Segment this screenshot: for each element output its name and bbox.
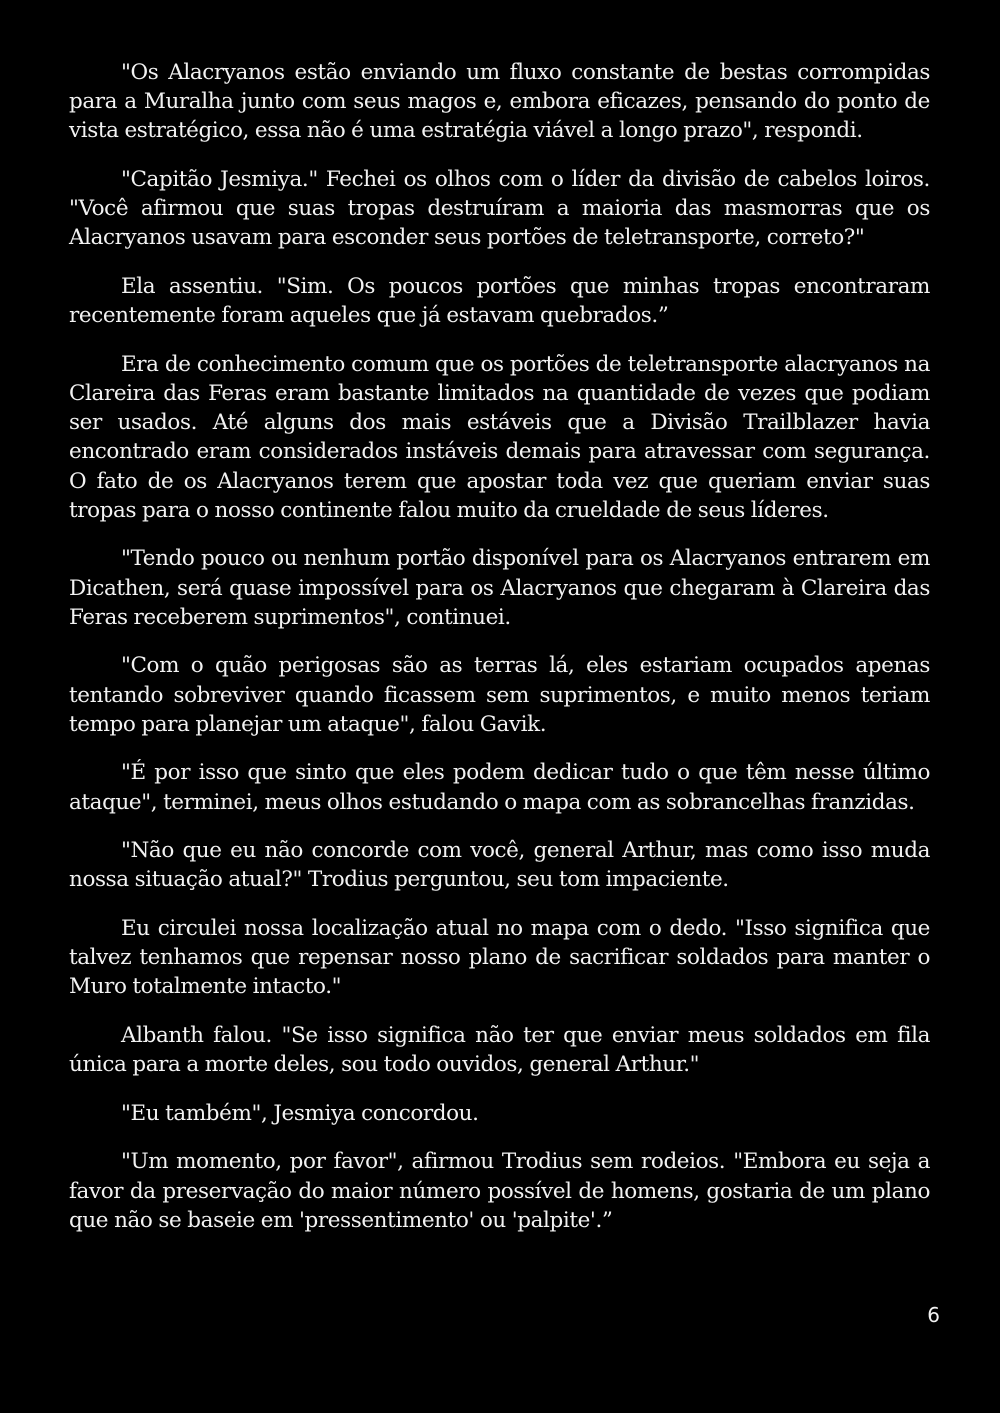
page-number: 6: [927, 1303, 940, 1327]
paragraph-6: "Com o quão perigosas são as terras lá, eles estariam ocupados apenas tentando sobreviver quando ficassem sem suprimentos, e muito menos teriam tempo para planejar um ataque", falou Gavik.: [69, 653, 930, 737]
paragraph-3: Ela assentiu. "Sim. Os poucos portões que minhas tropas encontraram recentemente foram aqueles que já estavam quebrados.”: [69, 274, 930, 329]
paragraph-7: "É por isso que sinto que eles podem dedicar tudo o que têm nesse último ataque", terminei, meus olhos estudando o mapa com as sobrancelhas franzidas.: [69, 760, 930, 815]
page-text: [69, 58, 930, 1254]
paragraph-1: "Os Alacryanos estão enviando um fluxo constante de bestas corrompidas para a Muralha junto com seus magos e, embora eficazes, pensando do ponto de vista estratégico, essa não é uma estratégia viável a longo prazo", respondi.: [69, 60, 930, 144]
paragraph-5: "Tendo pouco ou nenhum portão disponível para os Alacryanos entrarem em Dicathen, será quase impossível para os Alacryanos que chegaram à Clareira das Feras receberem suprimentos", continuei.: [69, 546, 930, 630]
paragraph-8: "Não que eu não concorde com você, general Arthur, mas como isso muda nossa situação atual?" Trodius perguntou, seu tom impaciente.: [69, 838, 930, 893]
paragraph-4: Era de conhecimento comum que os portões de teletransporte alacryanos na Clareira das Feras eram bastante limitados na quantidade de vezes que podiam ser usados. Até alguns dos mais estáveis que a Divisão Trailblazer havia encontrado eram considerados instáveis demais para atravessar com segurança. O fato de os Alacryanos terem que apostar toda vez que queriam enviar suas tropas para o nosso continente falou muito da crueldade de seus líderes.: [69, 351, 930, 523]
paragraph-9: Eu circulei nossa localização atual no mapa com o dedo. "Isso significa que talvez tenhamos que repensar nosso plano de sacrificar soldados para manter o Muro totalmente intacto.": [69, 916, 930, 1000]
paragraph-11: "Eu também", Jesmiya concordou.: [121, 1100, 479, 1126]
paragraph-10: Albanth falou. "Se isso significa não ter que enviar meus soldados em fila única para a morte deles, sou todo ouvidos, general Arthur.": [69, 1023, 930, 1078]
paragraph-2: "Capitão Jesmiya." Fechei os olhos com o líder da divisão de cabelos loiros. "Você afirmou que suas tropas destruíram a maioria das masmorras que os Alacryanos usavam para esconder seus portões de teletransporte, correto?": [69, 167, 930, 251]
paragraph-12: "Um momento, por favor", afirmou Trodius sem rodeios. "Embora eu seja a favor da preservação do maior número possível de homens, gostaria de um plano que não se baseie em 'pressentimento' ou 'palpite'.”: [69, 1149, 930, 1233]
